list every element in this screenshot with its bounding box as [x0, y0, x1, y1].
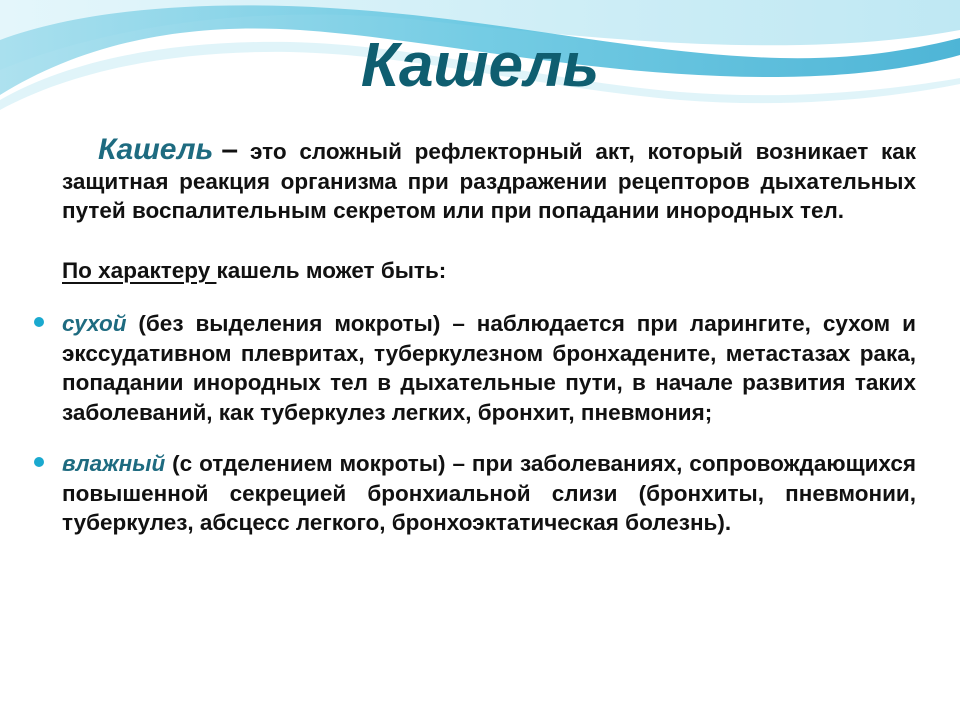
bullet-dot-icon: [34, 457, 44, 467]
slide-body: [62, 135, 916, 538]
characteristics-rest: кашель может быть:: [216, 257, 447, 283]
bullet-paragraph: [62, 449, 916, 538]
characteristics-underlined: По характеру: [62, 257, 217, 283]
characteristics-heading: [62, 256, 916, 286]
bullet-paragraph: [62, 309, 916, 427]
intro-text: это сложный рефлекторный акт, который возникает как защитная реакция организма при раздражении рецепторов дыхательных путей воспалительным секретом или при попадании инородных тел.: [62, 139, 916, 223]
bullet-term: сухой: [62, 311, 127, 336]
bullet-term: влажный: [62, 451, 166, 476]
intro-term: Кашель: [98, 133, 214, 166]
intro-paragraph: [62, 135, 916, 226]
bullet-text: (с отделением мокроты) – при заболеваниях, сопровождающихся повышенной секрецией бронхиальной слизи (бронхиты, пневмонии, туберкулез, абсцесс легкого, бронхоэктатическая болезнь).: [62, 451, 916, 535]
bullet-dot-icon: [34, 317, 44, 327]
list-item-dry: [62, 309, 916, 427]
list-item-wet: [62, 449, 916, 538]
intro-dash: –: [221, 133, 239, 166]
bullet-text: (без выделения мокроты) – наблюдается при ларингите, сухом и экссудативном плевритах, туберкулезном бронхадените, метастазах рака, попадании инородных тел в дыхательные пути, в начале развития таких заболеваний, как туберкулез легких, бронхит, пневмония;: [62, 311, 916, 425]
page-title: Кашель: [360, 31, 600, 100]
